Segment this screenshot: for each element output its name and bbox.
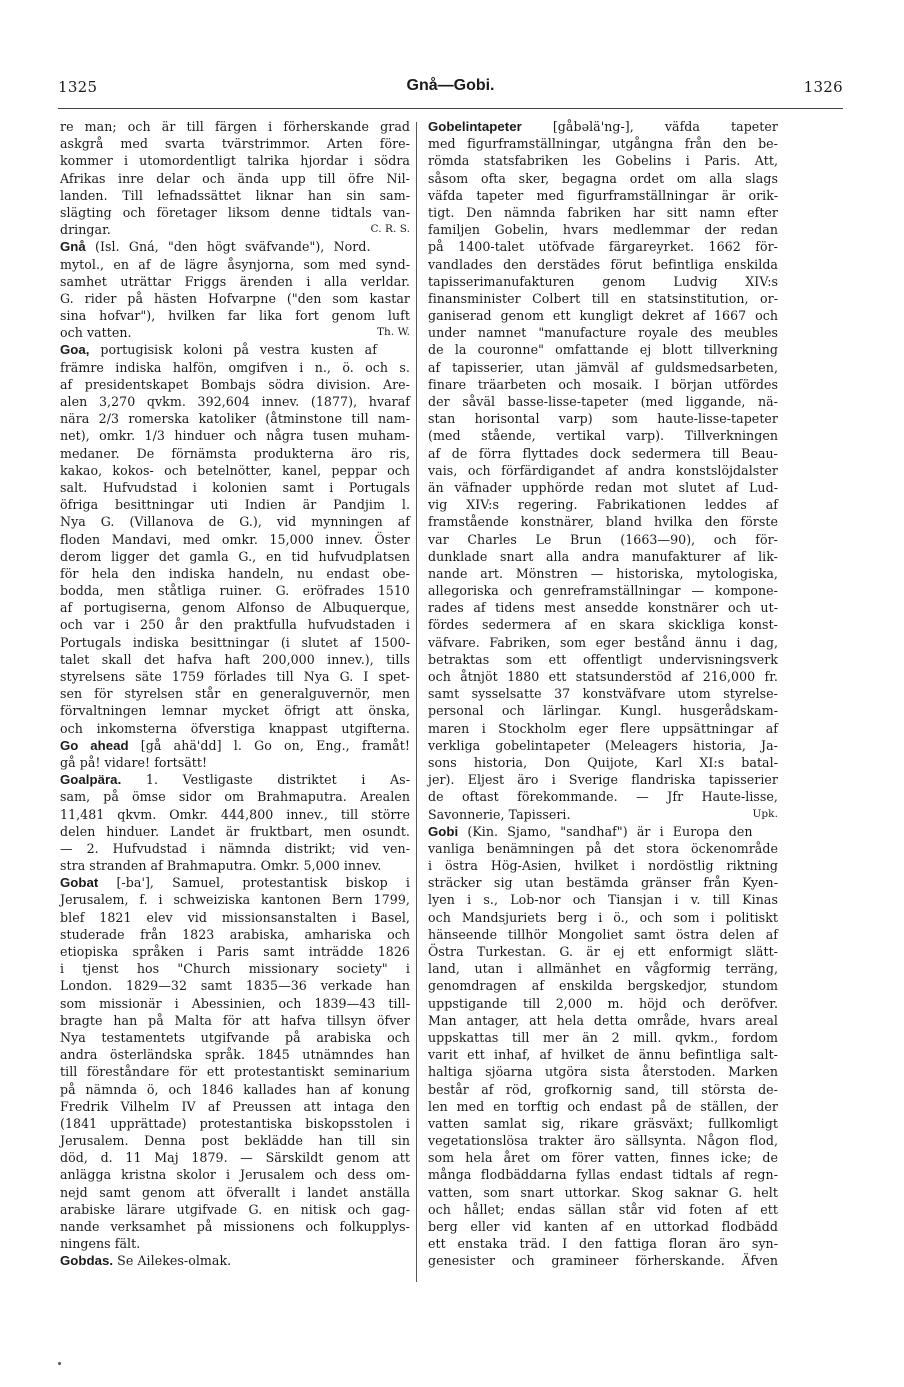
- line-text: ganiserad genom ett kungligt dekret af 1667 och: [428, 308, 778, 324]
- line-text: nära 2/3 romerska katoliker (åtminstone till nam-: [60, 411, 410, 427]
- text-line: [428, 599, 778, 616]
- text-line: [60, 531, 410, 548]
- text-line: [60, 359, 410, 376]
- line-text: förvaltningen lemnar mycket öfrigt att önska,: [60, 703, 410, 719]
- line-text: Afrikas inre delar och ända upp till öfre Nil-: [60, 170, 410, 186]
- line-text: 11,481 qkvm. Omkr. 444,800 innev., till större: [60, 806, 410, 822]
- line-text: (1841 upprättade) protestantiska biskopsstolen i: [60, 1115, 410, 1131]
- line-text: såsom ofta sker, begagna ordet om alla slags: [428, 170, 778, 186]
- text-line: [428, 634, 778, 651]
- line-text: lyen i s., Lob-nor och Tiansjan i v. till Kinas: [428, 892, 778, 908]
- line-text: re man; och är till färgen i förherskande grad: [60, 119, 410, 134]
- line-text: består af röd, grofkornig sand, till största de-: [428, 1081, 778, 1097]
- line-text: än väfnader upphörde redan mot slutet af Lud-: [428, 479, 778, 495]
- text-line: [60, 1029, 410, 1046]
- line-text: derom ligger det gamla G., en tid hufvudplatsen: [60, 548, 410, 564]
- text-line: [428, 1029, 778, 1046]
- text-line: [428, 238, 778, 255]
- line-text: familjen Gobelin, hvars medlemmar der redan: [428, 222, 778, 238]
- line-text: haltiga sjöarna utgöra sista återstoden. Marken: [428, 1064, 778, 1080]
- text-line: [428, 256, 778, 273]
- line-text: mytol., en af de lägre åsynjorna, som med synd-: [60, 256, 410, 272]
- line-text: bodda, men ståtliga ruiner. G. eröfrades 1510: [60, 583, 410, 599]
- text-line: [60, 462, 410, 479]
- entry-headword: Goalpära.: [60, 772, 122, 788]
- text-line: [428, 771, 778, 788]
- line-text: af de förra flyttades dock sedermera till Beau-: [428, 445, 778, 461]
- line-text: — 2. Hufvudstad i nämnda distrikt; vid ven-: [60, 840, 410, 856]
- text-line: [60, 118, 410, 135]
- line-text: var Charles Le Brun (1663—90), och för-: [428, 531, 778, 547]
- header-rule: [58, 108, 843, 109]
- running-title: Gnå—Gobi.: [406, 77, 495, 94]
- line-text: af presidentskapet Bombajs södra division. Are-: [60, 376, 410, 392]
- text-line: [60, 1081, 410, 1098]
- text-line: [60, 788, 410, 805]
- line-text: af portugiserna, genom Alfonso de Albuquerque,: [60, 600, 410, 616]
- line-text: London. 1829—32 samt 1835—36 verkade han: [60, 978, 410, 994]
- entry-headword: Goa,: [60, 342, 90, 358]
- text-line: [428, 1115, 778, 1132]
- text-line: [60, 1218, 410, 1235]
- text-line: [428, 445, 778, 462]
- line-text: sam, på ömse sidor om Brahmaputra. Arealen: [60, 789, 410, 805]
- text-line: [428, 806, 778, 823]
- line-text: etiopiska språken i Paris samt inträdde 1826: [60, 944, 410, 959]
- text-line: [60, 668, 410, 685]
- text-line: [60, 1098, 410, 1115]
- line-text: Östra Turkestan. G. är ej ett enformigt slätt-: [428, 944, 778, 959]
- line-text: allegoriska och genreframställningar — kompone-: [428, 583, 778, 599]
- line-text: vegetationslösa trakter äro sällsynta. Någon flod,: [428, 1133, 778, 1149]
- line-text: Savonnerie, Tapisseri.: [428, 806, 571, 822]
- line-text: nejd samt genom att öfverallt i landet anställa: [60, 1184, 410, 1200]
- line-text: stra stranden af Brahmaputra. Omkr. 5,000 innev.: [60, 858, 382, 874]
- text-line: [428, 891, 778, 908]
- entry-headword: Gobat: [60, 875, 99, 891]
- text-line: [60, 737, 410, 754]
- text-line: [428, 170, 778, 187]
- line-text: uppstigande till 2,000 m. höjd och deröfver.: [428, 995, 778, 1011]
- text-line: [60, 806, 410, 823]
- entry-headword: Gobelintapeter: [428, 119, 522, 134]
- text-line: [428, 479, 778, 496]
- text-line: [428, 823, 778, 840]
- line-text: studerade från 1823 arabiska, amhariska och: [60, 926, 410, 942]
- text-line: [60, 720, 410, 737]
- line-text: vatten, som snart uttorkar. Skog saknar G. helt: [428, 1184, 778, 1200]
- line-text: Nya G. (Villanova de G.), vid mynningen af: [60, 514, 410, 530]
- text-line: [60, 702, 410, 719]
- line-text: jer). Eljest äro i Sverige flandriska tapisserier: [428, 772, 778, 788]
- line-text: stan horisontal varp) som haute-lisse-tapeter: [428, 411, 778, 427]
- text-line: [428, 1184, 778, 1201]
- line-text: delen hinduer. Landet är fruktbart, men osundt.: [60, 823, 410, 839]
- text-line: [60, 1063, 410, 1080]
- text-line: [60, 582, 410, 599]
- line-text: dunklade snart alla andra manufakturer af lik-: [428, 548, 778, 564]
- text-line: [60, 977, 410, 994]
- line-text: rades af tidens mest ansedde konstnärer och ut-: [428, 600, 778, 616]
- text-line: [60, 427, 410, 444]
- text-line: [428, 1252, 778, 1269]
- text-line: [428, 943, 778, 960]
- line-text: nande art. Mönstren — historiska, mytologiska,: [428, 565, 778, 581]
- text-line: [428, 1063, 778, 1080]
- text-line: [60, 565, 410, 582]
- text-line: [428, 1046, 778, 1063]
- line-text: på nämnda ö, och 1846 kallades han af konung: [60, 1081, 410, 1097]
- text-line: [428, 273, 778, 290]
- line-text: fördes sedermera af en skara skickliga konst-: [428, 617, 778, 633]
- author-signature: Th. W.: [376, 326, 410, 339]
- text-line: [428, 857, 778, 874]
- line-text: tapisserimanufakturen genom Ludvig XIV:s: [428, 273, 778, 289]
- line-text: personal och lärlingar. Kungl. husgerådskam-: [428, 703, 778, 719]
- line-text: tigt. Den nämnda fabriken har sitt namn efter: [428, 204, 778, 220]
- line-text: maren i Stockholm eger flere uppsättningar af: [428, 720, 778, 736]
- line-text: [gåbəlä'ng-], väfda tapeter: [521, 119, 778, 134]
- line-text: [gå ahä'dd] l. Go on, Eng., framåt!: [128, 737, 410, 753]
- text-line: [428, 702, 778, 719]
- text-line: [428, 359, 778, 376]
- line-text: för hela den indiska handeln, nu endast obe-: [60, 565, 410, 581]
- line-text: salt. Hufvudstad i kolonien samt i Portugals: [60, 479, 410, 495]
- text-line: [60, 513, 410, 530]
- text-line: [60, 445, 410, 462]
- page-header: [58, 78, 843, 102]
- line-text: ett enstaka träd. I den fattiga floran äro syn-: [428, 1236, 778, 1252]
- text-line: [428, 548, 778, 565]
- text-line: [60, 1184, 410, 1201]
- line-text: floden Mandavi, med omkr. 15,000 innev. Öster: [60, 531, 410, 547]
- entry-headword: Gobdas.: [60, 1253, 114, 1269]
- line-text: med figurframställningar, utgångna från den be-: [428, 136, 778, 152]
- line-text: berg eller vid kanten af en uttorkad flodbädd: [428, 1219, 778, 1234]
- line-text: många flodbäddarna fyllas endast tidtals af regn-: [428, 1167, 778, 1183]
- text-line: [428, 995, 778, 1012]
- line-text: (Isl. Gná, "den högt sväfvande"), Nord.: [85, 239, 371, 255]
- line-text: vandlades den derstädes förut befintliga enskilda: [428, 256, 778, 272]
- line-text: väfvare. Fabriken, som eger bestånd ännu i dag,: [428, 634, 778, 650]
- text-line: [428, 1012, 778, 1029]
- line-text: finare träarbeten och mosaik. I början utfördes: [428, 376, 778, 392]
- text-line: [428, 1098, 778, 1115]
- line-text: främre indiska halfön, omgifven i n., ö. och s.: [60, 359, 410, 375]
- line-text: (med stående, vertikal varp). Tillverkningen: [428, 428, 778, 444]
- line-text: sina hofvar"), hvilken far lika fort genom luft: [60, 308, 410, 324]
- text-line: [428, 1149, 778, 1166]
- line-text: askgrå med svarta tvärstrimmor. Arten före-: [60, 136, 410, 152]
- line-text: römda statsfabriken les Gobelins i Paris. Att,: [428, 153, 778, 169]
- entry-headword: Gobi: [428, 823, 459, 839]
- line-text: de oftast förekommande. — Jfr Haute-lisse,: [428, 789, 778, 805]
- entry-headword: Go ahead: [60, 737, 129, 753]
- text-line: [60, 616, 410, 633]
- text-line: [60, 1115, 410, 1132]
- line-text: öfriga besittningar uti Indien är Pandjim l.: [60, 497, 410, 513]
- text-line: [60, 1235, 410, 1252]
- text-line: [428, 720, 778, 737]
- line-text: Fredrik Vilhelm IV af Preussen att intaga den: [60, 1098, 410, 1114]
- line-text: till föreståndare för ett protestantiskt seminarium: [60, 1064, 410, 1080]
- text-line: [60, 1132, 410, 1149]
- text-line: [428, 324, 778, 341]
- text-line: [60, 599, 410, 616]
- line-text: vanliga benämningen på det stora öckenområde: [428, 840, 778, 856]
- text-line: [60, 273, 410, 290]
- line-text: hänseende tillhör Mongoliet samt östra delen af: [428, 926, 778, 942]
- text-line: [60, 926, 410, 943]
- text-line: [60, 204, 410, 221]
- author-signature: Upk.: [752, 807, 778, 820]
- line-text: som hela året om förer vatten, finnes icke; de: [428, 1150, 778, 1166]
- line-text: Jerusalem. Denna post beklädde han till sin: [60, 1133, 410, 1149]
- text-line: [60, 238, 410, 255]
- text-line: [428, 427, 778, 444]
- line-text: slägting och företager liksom denne tidtals van-: [60, 204, 410, 220]
- text-line: [428, 874, 778, 891]
- text-line: [60, 909, 410, 926]
- text-line: [428, 376, 778, 393]
- text-line: [428, 1201, 778, 1218]
- line-text: och var i 250 år den praktfulla hufvudstaden i: [60, 617, 410, 633]
- line-text: gå på! vidare! fortsätt!: [60, 754, 208, 770]
- text-line: [428, 977, 778, 994]
- text-line: [60, 943, 410, 960]
- text-line: [428, 737, 778, 754]
- text-line: [60, 152, 410, 169]
- author-signature: C. R. S.: [370, 223, 410, 236]
- text-line: [428, 462, 778, 479]
- line-text: portugisisk koloni på vestra kusten af: [89, 342, 377, 358]
- line-text: Man antager, att hela detta område, hvars areal: [428, 1012, 778, 1028]
- line-text: och inkomsterna öfverstiga knappast utgifterna.: [60, 720, 410, 736]
- text-line: [428, 685, 778, 702]
- line-text: [-ba'], Samuel, protestantisk biskop i: [98, 875, 410, 891]
- line-text: genomdragen af enskilda bergskedjor, stundom: [428, 978, 778, 994]
- text-line: [60, 651, 410, 668]
- line-text: och hållet; endas sällan står vid foten af ett: [428, 1201, 778, 1217]
- line-text: dringar.: [60, 222, 111, 238]
- line-text: nande verksamhet på missionens och folkupplys-: [60, 1219, 410, 1234]
- text-line: [60, 1201, 410, 1218]
- text-line: [60, 1012, 410, 1029]
- line-text: under namnet "manufacture royale des meubles: [428, 325, 778, 341]
- entry-headword: Gnå: [60, 239, 86, 255]
- text-line: [60, 840, 410, 857]
- text-line: [428, 187, 778, 204]
- line-text: talet skall det hafva haft 200,000 innev.), tills: [60, 651, 410, 667]
- left-page-number: 1325: [58, 78, 98, 96]
- line-text: som missionär i Abessinien, och 1839—43 till-: [60, 995, 410, 1011]
- text-line: [60, 135, 410, 152]
- line-text: landen. Till lefnadssättet liknar han sin sam-: [60, 187, 410, 203]
- text-line: [428, 754, 778, 771]
- text-line: [60, 634, 410, 651]
- text-line: [428, 410, 778, 427]
- line-text: Jerusalem, f. i schweiziska kantonen Bern 1799,: [60, 892, 410, 908]
- line-text: Se Ailekes-olmak.: [113, 1253, 232, 1269]
- text-line: [428, 1132, 778, 1149]
- line-text: 1. Vestligaste distriktet i As-: [121, 772, 410, 788]
- text-line: [60, 995, 410, 1012]
- text-line: [60, 1252, 410, 1269]
- line-text: len med en torftig och endast på de ställen, der: [428, 1098, 778, 1114]
- line-text: af tapisserier, utan jämväl af guldsmedsarbeten,: [428, 359, 778, 375]
- text-line: [60, 771, 410, 788]
- text-line: [428, 668, 778, 685]
- line-text: och åtnjöt 1880 ett statsunderstöd af 216,000 fr.: [428, 669, 778, 684]
- text-line: [428, 1235, 778, 1252]
- text-line: [60, 874, 410, 891]
- text-line: [60, 754, 410, 771]
- right-page-number: 1326: [803, 78, 843, 96]
- line-text: och Mandsjuriets berg i ö., och som i politiskt: [428, 909, 778, 925]
- line-text: medaner. De förnämsta produkterna äro ris,: [60, 445, 410, 461]
- text-line: [428, 118, 778, 135]
- left-column: [60, 118, 410, 1270]
- line-text: andra österländska språk. 1845 utnämndes han: [60, 1047, 410, 1063]
- text-line: [428, 393, 778, 410]
- text-line: [60, 479, 410, 496]
- right-column: [428, 118, 778, 1270]
- text-line: [60, 496, 410, 513]
- line-text: alen 3,270 qvkm. 392,604 innev. (1877), hvaraf: [60, 394, 410, 409]
- text-line: [428, 840, 778, 857]
- line-text: uppskattas till mer än 2 mill. qvkm., fordom: [428, 1029, 778, 1045]
- line-text: betraktas som ett offentligt undervisningsverk: [428, 651, 778, 667]
- text-line: [428, 221, 778, 238]
- text-line: [60, 393, 410, 410]
- line-text: land, utan i allmänhet en vågformig terräng,: [428, 961, 778, 977]
- line-text: i tjenst hos "Church missionary society" i: [60, 961, 410, 977]
- line-text: Nya testamentets utgifvande på arabiska och: [60, 1029, 410, 1045]
- line-text: ningens fält.: [60, 1236, 141, 1252]
- text-line: [60, 823, 410, 840]
- text-line: [428, 307, 778, 324]
- text-line: [428, 513, 778, 530]
- text-line: [428, 152, 778, 169]
- line-text: vatten samlat sig, rikare gräsväxt; fullkomligt: [428, 1115, 778, 1131]
- text-line: [428, 1166, 778, 1183]
- line-text: död, d. 11 Maj 1879. — Särskildt genom att: [60, 1150, 410, 1166]
- text-line: [428, 788, 778, 805]
- line-text: bragte han på Malta för att hafva tillsyn öfver: [60, 1012, 410, 1028]
- column-divider: [416, 122, 417, 1282]
- text-line: [428, 204, 778, 221]
- text-line: [428, 651, 778, 668]
- line-text: arabiske lärare utgifvade G. en nitisk och gag-: [60, 1201, 410, 1217]
- text-line: [428, 960, 778, 977]
- text-line: [60, 410, 410, 427]
- text-line: [60, 1046, 410, 1063]
- line-text: anlägga kristna skolor i Jerusalem och dess om-: [60, 1167, 410, 1183]
- line-text: sen för styrelsen står en generalguvernör, men: [60, 686, 410, 702]
- line-text: sträcker sig utan bestämda gränser från Kyen-: [428, 875, 778, 891]
- text-line: [60, 960, 410, 977]
- line-text: samhet uträttar Friggs ärenden i alla verldar.: [60, 273, 410, 289]
- line-text: vais, och förfärdigandet af andra konstslöjdalster: [428, 462, 778, 478]
- text-line: [60, 376, 410, 393]
- line-text: (Kin. Sjamo, "sandhaf") är i Europa den: [458, 823, 753, 839]
- line-text: i östra Hög-Asien, hvilket i nordöstlig riktning: [428, 858, 778, 874]
- line-text: kakao, kokos- och betelnötter, kanel, peppar och: [60, 462, 410, 478]
- text-line: [428, 531, 778, 548]
- line-text: genesister och gramineer förherskande. Äfven: [428, 1253, 778, 1269]
- text-line: [60, 1166, 410, 1183]
- text-line: [428, 909, 778, 926]
- text-line: [428, 290, 778, 307]
- text-line: [428, 582, 778, 599]
- line-text: net), omkr. 1/3 hinduer och några tusen muham-: [60, 428, 410, 444]
- line-text: på 1400-talet utöfvade färgareyrket. 1662 för-: [428, 239, 778, 255]
- line-text: kommer i utomordentligt talrika hjordar i södra: [60, 153, 410, 169]
- text-line: [60, 548, 410, 565]
- text-line: [60, 290, 410, 307]
- text-line: [428, 616, 778, 633]
- line-text: framstående konstnärer, bland hvilka den förste: [428, 514, 778, 530]
- line-text: blef 1821 elev vid missionsanstalten i Basel,: [60, 909, 410, 925]
- print-speck: [58, 1362, 61, 1365]
- text-line: [60, 891, 410, 908]
- text-line: [60, 221, 410, 238]
- text-line: [60, 170, 410, 187]
- line-text: vig XIV:s regering. Fabrikationen leddes af: [428, 497, 778, 513]
- text-line: [60, 857, 410, 874]
- line-text: de la couronne" omfattande ej blott tillverkning: [428, 342, 778, 358]
- line-text: väfda tapeter med figurframställningar är orik-: [428, 187, 778, 203]
- line-text: G. rider på hästen Hofvarpne ("den som kastar: [60, 290, 410, 306]
- text-line: [428, 565, 778, 582]
- text-line: [60, 307, 410, 324]
- text-line: [60, 685, 410, 702]
- text-line: [428, 1218, 778, 1235]
- line-text: finansminister Colbert till en statsinstitution, or-: [428, 290, 778, 306]
- text-line: [428, 926, 778, 943]
- text-line: [60, 256, 410, 273]
- text-line: [428, 135, 778, 152]
- text-line: [60, 324, 410, 341]
- line-text: Portugals indiska besittningar (i slutet af 1500-: [60, 634, 410, 650]
- text-line: [428, 341, 778, 358]
- text-line: [428, 1081, 778, 1098]
- line-text: varit ett inhaf, af hvilket de ännu befintliga salt-: [428, 1047, 778, 1063]
- text-line: [60, 1149, 410, 1166]
- text-line: [60, 187, 410, 204]
- line-text: sons historia, Don Quijote, Karl XI:s batal-: [428, 754, 778, 770]
- line-text: samt sysselsatte 37 konstväfvare utom styrelse-: [428, 686, 778, 702]
- line-text: styrelsens säte 1759 förlades till Nya G. I spet-: [60, 669, 410, 684]
- line-text: der såväl basse-lisse-tapeter (med liggande, nä-: [428, 394, 778, 409]
- line-text: verkliga gobelintapeter (Meleagers historia, Ja-: [428, 737, 778, 753]
- line-text: och vatten.: [60, 325, 132, 341]
- text-line: [428, 496, 778, 513]
- text-line: [60, 341, 410, 358]
